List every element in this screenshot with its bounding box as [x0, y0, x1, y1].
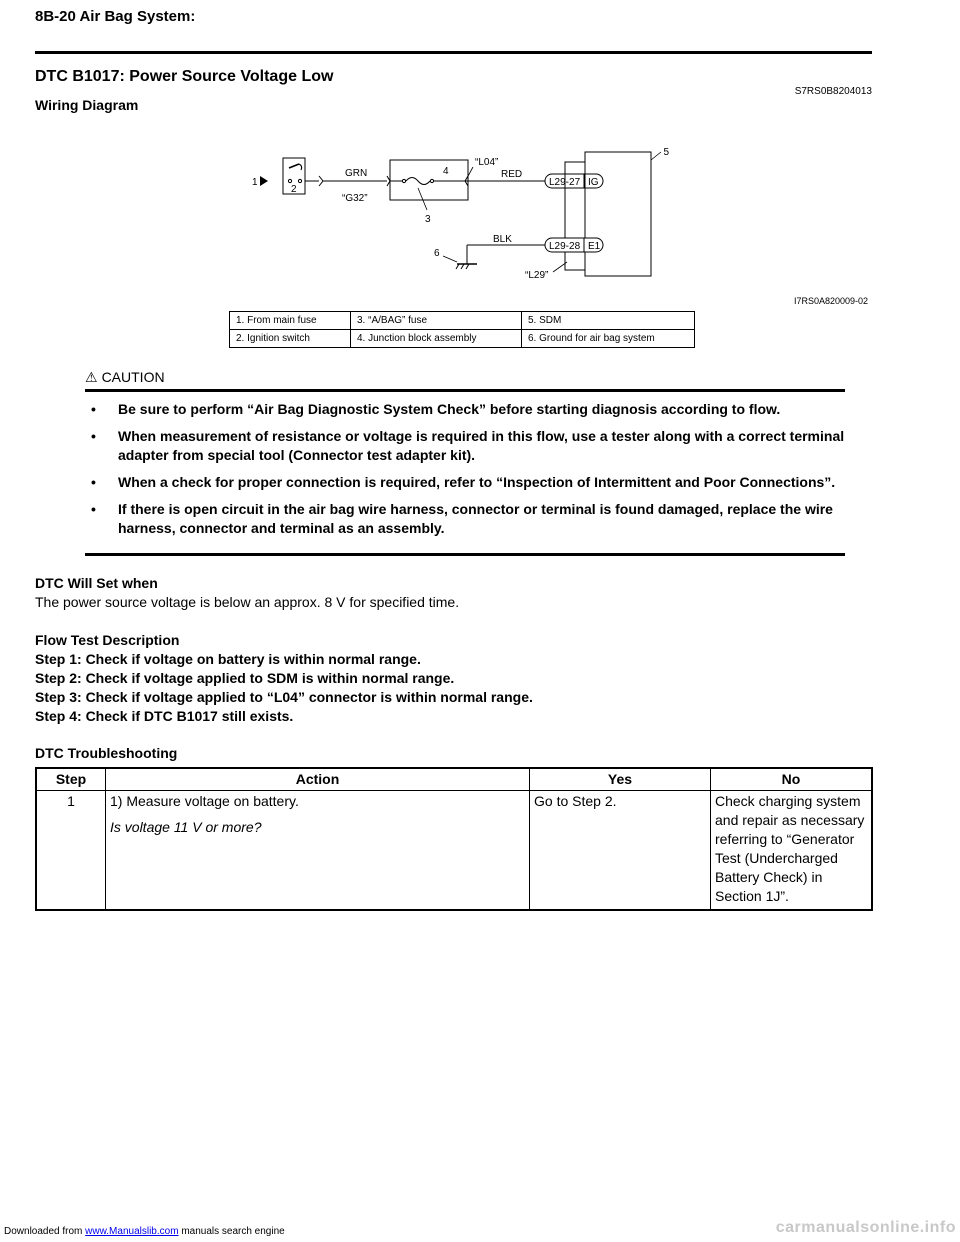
dtc-set-heading: DTC Will Set when [35, 575, 158, 591]
section-title: DTC B1017: Power Source Voltage Low [35, 68, 334, 85]
arrow-icon [260, 176, 268, 186]
action-cell: 1) Measure voltage on battery. Is voltage 11 V or more? [106, 791, 530, 911]
connector-label-l04: “L04” [475, 157, 499, 168]
wire-label-grn: GRN [345, 168, 368, 179]
no-cell: Check charging system and repair as necessary referring to “Generator Test (Undercharged Battery Check) in Section 1J”. [711, 791, 873, 911]
wire-label-blk: BLK [493, 234, 512, 245]
troubleshooting-heading: DTC Troubleshooting [35, 745, 178, 761]
footer-watermark: carmanualsonline.info [775, 1219, 956, 1236]
caution-item: • When measurement of resistance or voltage is required in this flow, use a tester along with a correct terminal adapter from special tool (Connector test adapter kit). [85, 427, 845, 465]
flow-step: Step 1: Check if voltage on battery is within normal range. [35, 651, 421, 667]
label-2: 2 [291, 184, 297, 195]
caution-item: • If there is open circuit in the air bag wire harness, connector or terminal is found damaged, replace the wire harness, connector and terminal as an assembly. [85, 500, 845, 538]
switch-key-icon [289, 164, 299, 168]
svg-text:E1: E1 [588, 241, 601, 252]
wiring-diagram [235, 138, 669, 283]
caution-item: • When a check for proper connection is required, refer to “Inspection of Intermittent and Poor Connections”. [85, 473, 845, 492]
table-header-row [36, 768, 872, 791]
flow-step: Step 3: Check if voltage applied to “L04” connector is within normal range. [35, 689, 533, 705]
legend-row: 2. Ignition switch 4. Junction block assembly 6. Ground for air bag system [230, 330, 695, 348]
header-rule [35, 51, 872, 54]
flow-step: Step 2: Check if voltage applied to SDM is within normal range. [35, 670, 455, 686]
yes-cell: Go to Step 2. [530, 791, 711, 911]
warning-triangle-icon: ⚠ [85, 369, 98, 385]
caution-item: • Be sure to perform “Air Bag Diagnostic System Check” before starting diagnosis according to flow. [85, 400, 845, 419]
caution-rule [85, 389, 845, 392]
step-cell: 1 [36, 791, 106, 911]
figure-id: I7RS0A820009-02 [793, 296, 868, 306]
label-4: 4 [443, 166, 449, 177]
diagram-legend [229, 311, 695, 348]
caution-list [85, 400, 845, 546]
caution-heading: ⚠ CAUTION [85, 369, 165, 385]
caution-rule [85, 553, 845, 556]
dtc-set-text: The power source voltage is below an approx. 8 V for specified time. [35, 594, 460, 610]
svg-text:IG: IG [588, 177, 599, 188]
connector-mark [319, 176, 323, 186]
fuse-icon [406, 178, 430, 185]
junction-block [390, 160, 468, 200]
svg-text:L29-27: L29-27 [549, 177, 581, 188]
wiring-diagram-heading: Wiring Diagram [35, 97, 139, 113]
troubleshooting-table [35, 767, 873, 911]
label-5: 5 [663, 147, 669, 158]
flow-step: Step 4: Check if DTC B1017 still exists. [35, 708, 294, 724]
section-code: S7RS0B8204013 [794, 86, 872, 97]
label-3: 3 [425, 214, 431, 225]
sdm-box [585, 152, 651, 276]
wire-label-red: RED [501, 169, 523, 180]
legend-row: 1. From main fuse 3. “A/BAG” fuse 5. SDM [230, 312, 695, 330]
column-header-no: No [711, 768, 873, 791]
table-row [36, 791, 872, 911]
page-header: 8B-20 Air Bag System: [35, 8, 196, 25]
svg-text:L29-28: L29-28 [549, 241, 581, 252]
connector-label-g32: “G32” [342, 193, 368, 204]
column-header-action: Action [106, 768, 530, 791]
flow-heading: Flow Test Description [35, 632, 180, 648]
column-header-step: Step [36, 768, 106, 791]
label-1: 1 [252, 177, 258, 188]
manualslib-link[interactable]: www.Manualslib.com [85, 1226, 179, 1237]
label-6: 6 [434, 248, 440, 259]
column-header-yes: Yes [530, 768, 711, 791]
connector-label-l29: “L29” [525, 270, 549, 281]
footer-download-note: Downloaded from www.Manualslib.com manuals search engine [4, 1226, 285, 1237]
